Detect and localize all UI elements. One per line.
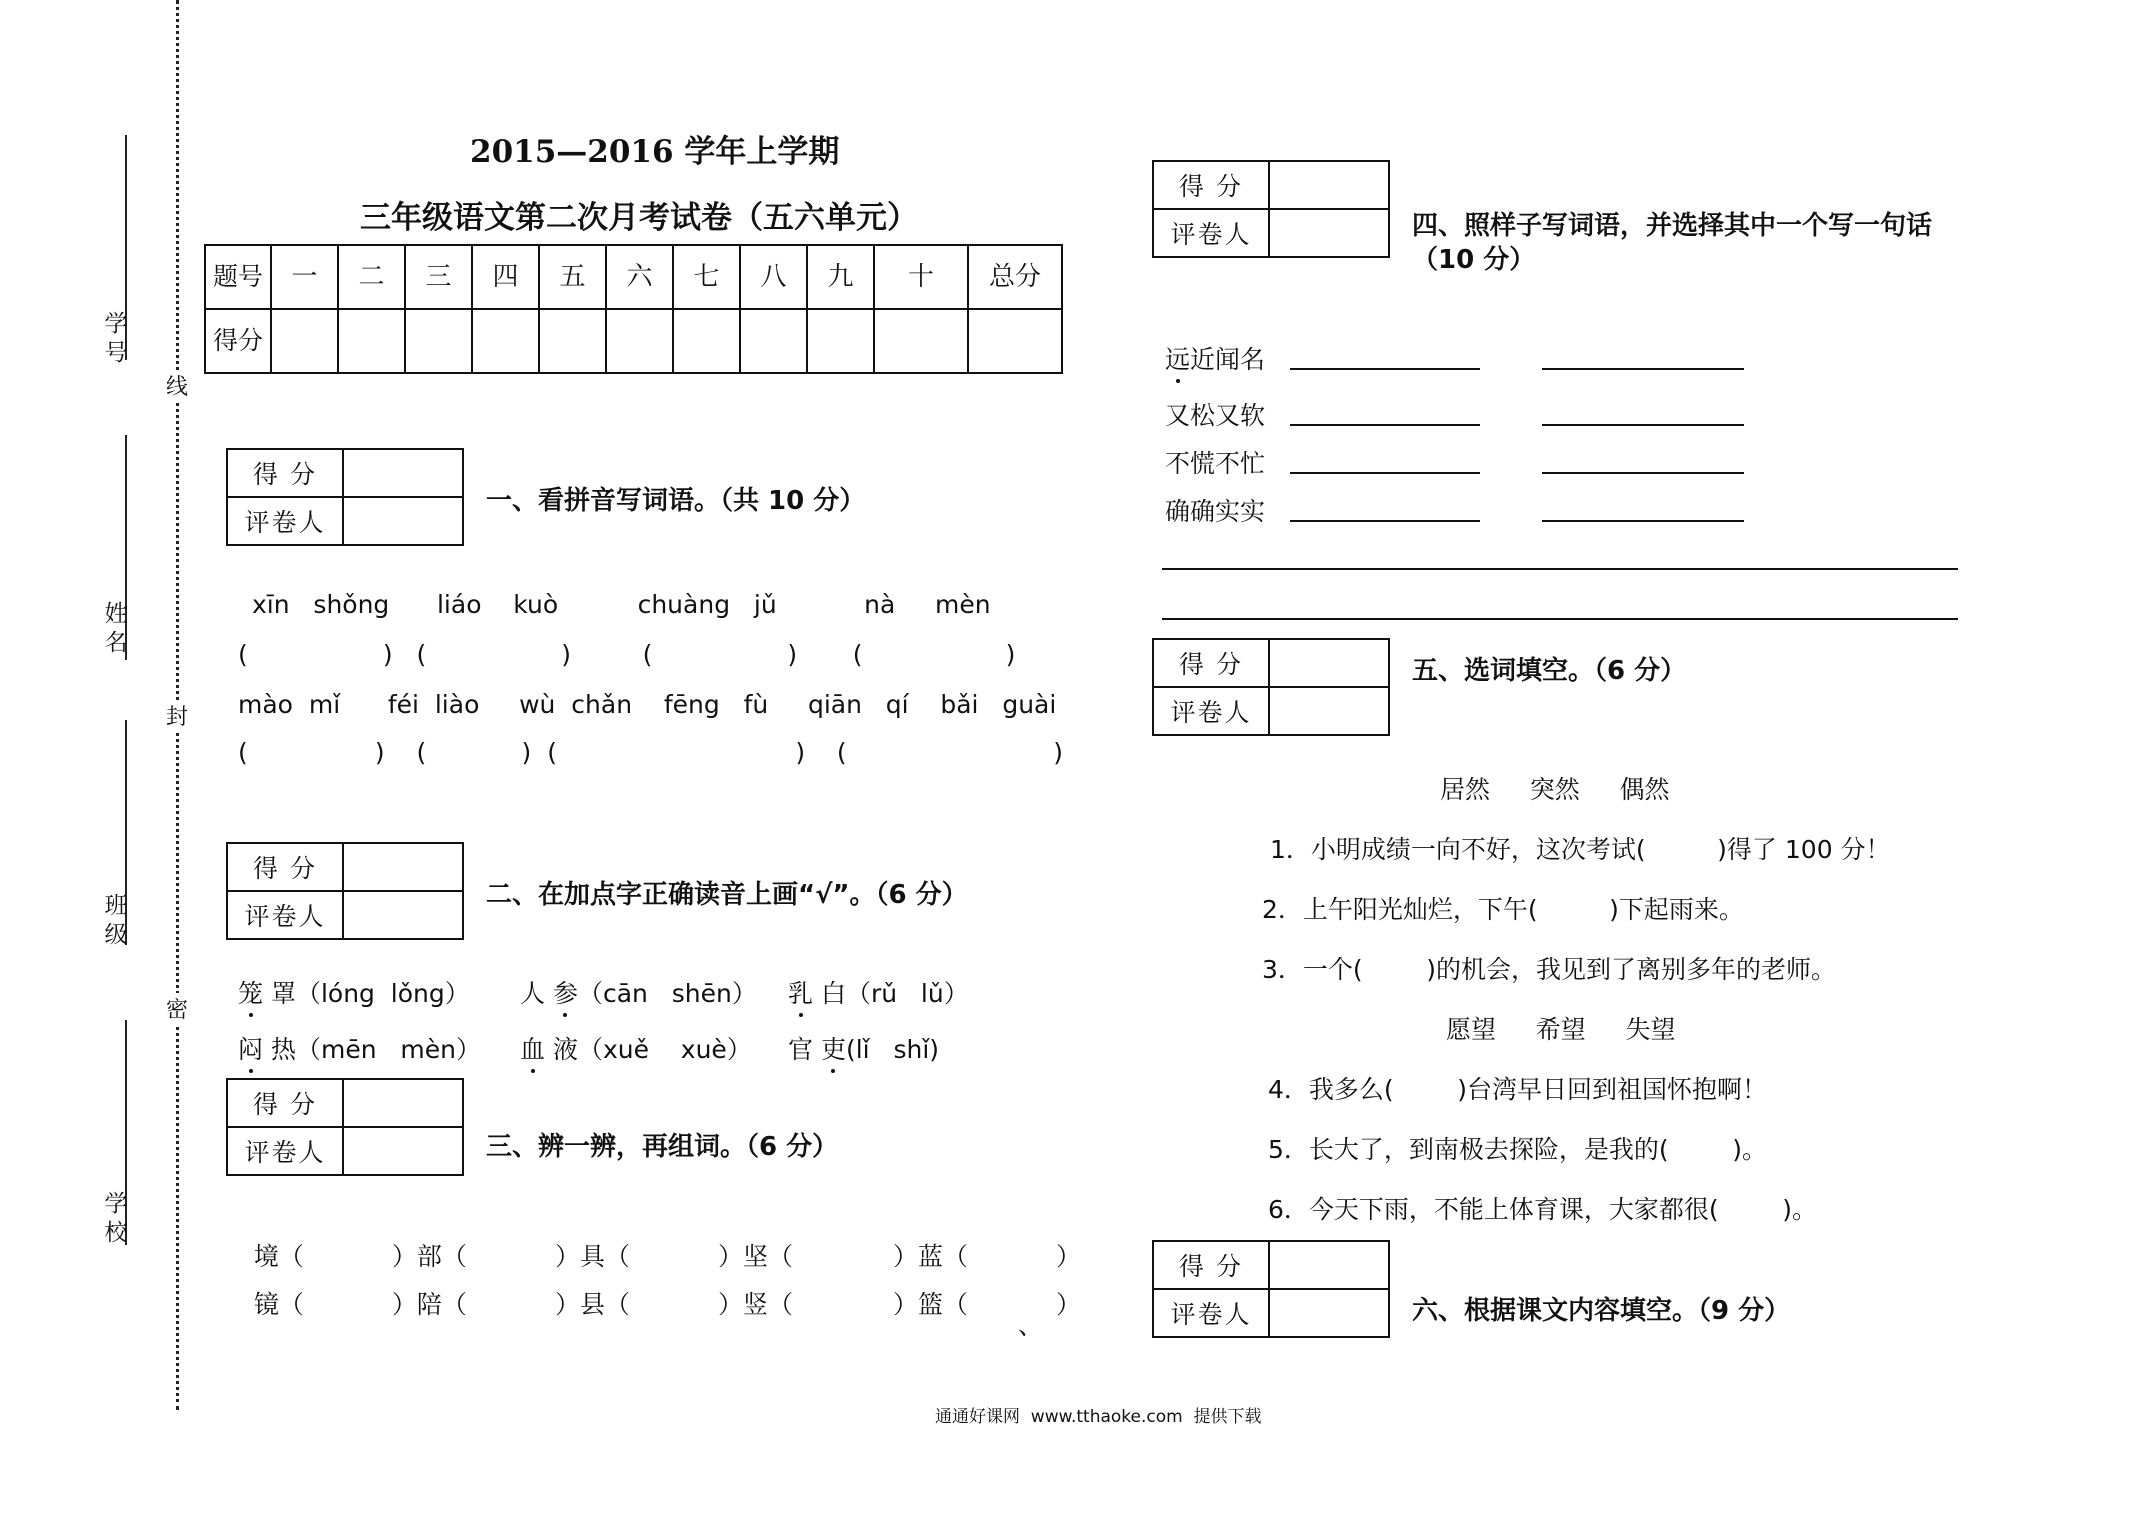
score-cell[interactable] xyxy=(807,309,874,373)
row-head-score: 得分 xyxy=(205,309,271,373)
col-3: 三 xyxy=(405,245,472,309)
sentence-line[interactable] xyxy=(1162,568,1958,570)
student-id-label: 学号 xyxy=(104,311,128,366)
answer-line[interactable] xyxy=(1290,424,1480,426)
school-label: 学校 xyxy=(104,1191,128,1246)
fill-item-6[interactable]: 6．今天下雨，不能上体育课，大家都很( )。 xyxy=(1268,1195,1817,1224)
score-label: 得 分 xyxy=(1153,639,1269,687)
grader-value[interactable] xyxy=(1269,1289,1389,1337)
grader-value[interactable] xyxy=(343,891,463,939)
reading-options: (lǐ shǐ) xyxy=(845,1035,940,1064)
grader-label: 评卷人 xyxy=(1153,1289,1269,1337)
score-value[interactable] xyxy=(343,1079,463,1127)
example-word-2: 又松又软 xyxy=(1165,401,1266,430)
score-box-s3 xyxy=(226,1078,464,1176)
grader-value[interactable] xyxy=(1269,687,1389,735)
reading-options: 液（xuě xuè） xyxy=(545,1035,752,1064)
word-cell: 镜（ xyxy=(253,1290,304,1319)
grader-label: 评卷人 xyxy=(227,891,343,939)
word-cell: ）蓝（ xyxy=(892,1242,968,1271)
score-cell[interactable] xyxy=(740,309,807,373)
plain-char: 人 xyxy=(520,979,553,1008)
fill-item-5[interactable]: 5．长大了，到南极去探险，是我的( )。 xyxy=(1268,1135,1767,1164)
col-5: 五 xyxy=(539,245,606,309)
answer-line[interactable] xyxy=(1290,368,1480,370)
reading-item-5[interactable] xyxy=(520,1030,752,1066)
score-label: 得 分 xyxy=(227,449,343,497)
reading-item-4[interactable] xyxy=(238,1030,481,1066)
word-rest: 近闻名 xyxy=(1190,345,1266,374)
score-box-s2 xyxy=(226,842,464,940)
score-box-s5 xyxy=(1152,638,1390,736)
answer-line[interactable] xyxy=(1542,424,1744,426)
seal-char-xian: 线 xyxy=(164,370,190,401)
answer-parens-row-2: ( ) ( ) ( ) ( ) xyxy=(238,738,1064,767)
col-7: 七 xyxy=(673,245,740,309)
score-label: 得 分 xyxy=(1153,161,1269,209)
fill-item-4[interactable]: 4．我多么( )台湾早日回到祖国怀抱啊！ xyxy=(1268,1075,1767,1104)
dotted-char: 乳 xyxy=(788,974,813,1010)
reading-item-3[interactable] xyxy=(788,974,969,1010)
col-2: 二 xyxy=(338,245,405,309)
dotted-char: 远 xyxy=(1165,340,1190,376)
word-cell: ） xyxy=(1055,1242,1081,1271)
section-3-title: 三、辨一辨，再组词。（6 分） xyxy=(486,1132,839,1162)
grader-label: 评卷人 xyxy=(1153,209,1269,257)
footer-credit: 通通好课网 www.tthaoke.com 提供下载 xyxy=(935,1407,1262,1427)
answer-line[interactable] xyxy=(1542,368,1744,370)
word-cell: ）竖（ xyxy=(717,1290,793,1319)
seal-char-mi: 密 xyxy=(164,993,190,1024)
word-cell: ）具（ xyxy=(554,1242,630,1271)
reading-item-6[interactable] xyxy=(788,1030,939,1066)
example-word-4: 确确实实 xyxy=(1165,497,1266,526)
col-8: 八 xyxy=(740,245,807,309)
class-label: 班级 xyxy=(104,893,128,948)
stray-mark: 、 xyxy=(1018,1311,1044,1340)
score-cell[interactable] xyxy=(606,309,673,373)
row-head-question-no: 题号 xyxy=(205,245,271,309)
reading-options: 罩（lóng lǒng） xyxy=(263,979,470,1008)
score-cell[interactable] xyxy=(968,309,1062,373)
year-title: 2015—2016 学年上学期 xyxy=(470,134,840,170)
section-4-title: 四、照样子写词语，并选择其中一个写一句话（10 分） xyxy=(1412,211,1933,275)
score-cell[interactable] xyxy=(271,309,338,373)
dotted-char: 吏 xyxy=(821,1030,846,1066)
example-word-3: 不慌不忙 xyxy=(1165,449,1266,478)
word-cell: ）县（ xyxy=(554,1290,630,1319)
pinyin-row-2: mào mǐ féi liào wù chǎn fēng fù qiān qí bǎi guài xyxy=(238,690,1057,719)
exam-title: 三年级语文第二次月考试卷（五六单元） xyxy=(360,200,918,236)
reading-item-2[interactable] xyxy=(520,974,757,1010)
grader-value[interactable] xyxy=(1269,209,1389,257)
score-cell[interactable] xyxy=(405,309,472,373)
plain-char: 官 xyxy=(788,1035,821,1064)
score-cell[interactable] xyxy=(338,309,405,373)
word-cell: ）坚（ xyxy=(717,1242,793,1271)
fill-item-2[interactable]: 2．上午阳光灿烂，下午( )下起雨来。 xyxy=(1262,895,1744,924)
section-6-title: 六、根据课文内容填空。（9 分） xyxy=(1412,1296,1791,1326)
dotted-char: 闷 xyxy=(238,1030,263,1066)
word-row-2 xyxy=(238,1256,1081,1321)
score-table xyxy=(204,244,1063,374)
dotted-char: 笼 xyxy=(238,974,263,1010)
word-choices-2: 愿望 希望 失望 xyxy=(1446,1015,1676,1044)
answer-line[interactable] xyxy=(1290,472,1480,474)
word-cell: ） xyxy=(1055,1290,1081,1319)
reading-item-1[interactable] xyxy=(238,974,470,1010)
seal-char-feng: 封 xyxy=(164,700,190,731)
word-choices-1: 居然 突然 偶然 xyxy=(1440,775,1670,804)
score-cell[interactable] xyxy=(874,309,968,373)
grader-label: 评卷人 xyxy=(227,1127,343,1175)
score-box-s1 xyxy=(226,448,464,546)
grader-label: 评卷人 xyxy=(227,497,343,545)
section-1-title: 一、看拼音写词语。（共 10 分） xyxy=(486,486,866,516)
grader-label: 评卷人 xyxy=(1153,687,1269,735)
col-1: 一 xyxy=(271,245,338,309)
word-cell: 境（ xyxy=(253,1242,304,1271)
score-cell[interactable] xyxy=(673,309,740,373)
dotted-char: 血 xyxy=(520,1030,545,1066)
score-value[interactable] xyxy=(1269,161,1389,209)
fill-item-3[interactable]: 3．一个( )的机会，我见到了离别多年的老师。 xyxy=(1262,955,1836,984)
reading-options: （cān shēn） xyxy=(577,979,757,1008)
section-2-title: 二、在加点字正确读音上画“√”。（6 分） xyxy=(486,880,968,910)
score-label: 得 分 xyxy=(227,1079,343,1127)
fill-item-1[interactable]: 1．小明成绩一向不好，这次考试( )得了 100 分！ xyxy=(1270,835,1891,864)
reading-options: 白（rǔ lǔ） xyxy=(813,979,969,1008)
answer-line[interactable] xyxy=(1542,520,1744,522)
word-cell: ）陪（ xyxy=(391,1290,467,1319)
example-word-1 xyxy=(1165,340,1265,376)
score-box-s4 xyxy=(1152,160,1390,258)
reading-options: 热（mēn mèn） xyxy=(263,1035,481,1064)
answer-parens-row-1: ( ) ( ) ( ) ( ) xyxy=(238,640,1016,669)
dotted-char: 参 xyxy=(553,974,578,1010)
grader-value[interactable] xyxy=(343,497,463,545)
score-label: 得 分 xyxy=(227,843,343,891)
answer-line[interactable] xyxy=(1542,472,1744,474)
score-cell[interactable] xyxy=(539,309,606,373)
score-label: 得 分 xyxy=(1153,1241,1269,1289)
word-cell: ）部（ xyxy=(391,1242,467,1271)
col-10: 十 xyxy=(874,245,968,309)
score-box-s6 xyxy=(1152,1240,1390,1338)
col-6: 六 xyxy=(606,245,673,309)
section-5-title: 五、选词填空。（6 分） xyxy=(1412,656,1687,686)
score-value[interactable] xyxy=(1269,639,1389,687)
grader-value[interactable] xyxy=(343,1127,463,1175)
col-total: 总分 xyxy=(968,245,1062,309)
score-cell[interactable] xyxy=(472,309,539,373)
score-value[interactable] xyxy=(1269,1241,1389,1289)
sentence-line[interactable] xyxy=(1162,618,1958,620)
answer-line[interactable] xyxy=(1290,520,1480,522)
score-value[interactable] xyxy=(343,449,463,497)
name-label: 姓名 xyxy=(104,601,128,656)
word-cell: ）篮（ xyxy=(892,1290,968,1319)
col-4: 四 xyxy=(472,245,539,309)
score-value[interactable] xyxy=(343,843,463,891)
pinyin-row-1: xīn shǒng liáo kuò chuàng jǔ nà mèn xyxy=(252,590,991,619)
col-9: 九 xyxy=(807,245,874,309)
